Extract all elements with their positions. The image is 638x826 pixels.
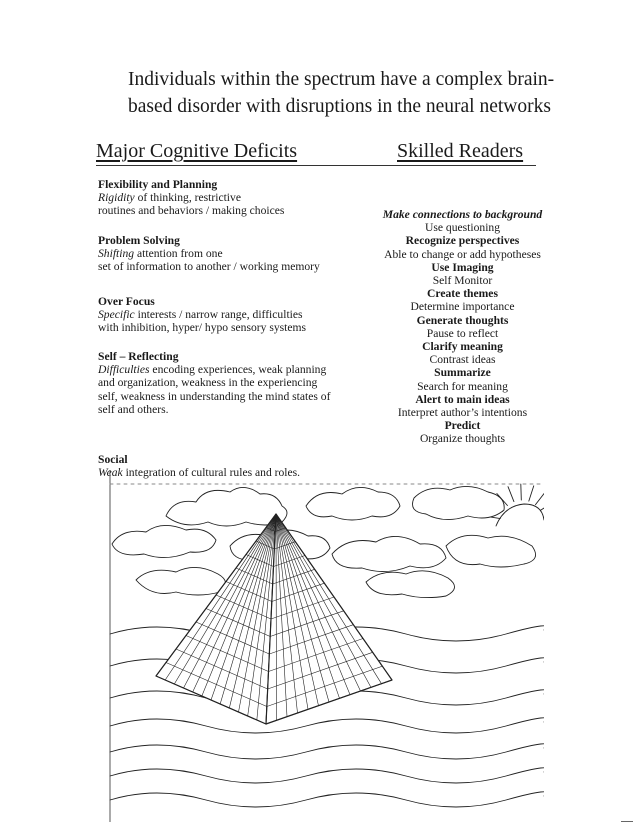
deficit-heading: Self – Reflecting — [98, 350, 179, 363]
deficit-line: of thinking, restrictive — [134, 191, 241, 205]
skill-item: Search for meaning — [417, 379, 508, 393]
sun-ray — [535, 492, 544, 505]
skill-item: Interpret author’s intentions — [397, 406, 528, 420]
skill-item: Recognize perspectives — [405, 234, 520, 248]
skill-item: Create themes — [427, 287, 498, 301]
skill-item: Able to change or add hypotheses — [384, 247, 541, 261]
skill-item: Clarify meaning — [422, 340, 503, 354]
page-edge-mark — [621, 821, 633, 822]
deficit-self-reflecting — [98, 350, 330, 416]
deficit-line: self and others. — [98, 402, 169, 416]
skill-item: Use questioning — [424, 221, 501, 235]
skills-column — [360, 208, 565, 446]
deficit-lead: Shifting — [98, 247, 135, 261]
deficit-text — [98, 308, 306, 321]
pyramid-illustration — [96, 470, 544, 822]
deficit-line: routines and behaviors / making choices — [98, 204, 285, 218]
deficit-flexibility — [98, 178, 284, 218]
sun-ray — [541, 502, 544, 511]
header-rule — [96, 165, 536, 166]
deficit-lead: Specific — [98, 308, 135, 322]
skill-item: Pause to reflect — [426, 326, 499, 340]
deficit-lead: Weak — [98, 466, 123, 480]
skill-item: Generate thoughts — [416, 313, 509, 327]
skill-item: Use Imaging — [431, 260, 494, 274]
deficit-line: and organization, weakness in the experiencing — [98, 376, 318, 390]
deficit-text — [98, 247, 320, 260]
skill-item: Alert to main ideas — [415, 392, 510, 406]
deficit-heading: Over Focus — [98, 295, 155, 308]
cloud-icon — [112, 486, 536, 597]
deficit-line: encoding experiences, weak planning — [149, 363, 327, 377]
deficit-lead: Difficulties — [98, 363, 150, 377]
skill-item: Organize thoughts — [419, 432, 506, 446]
deficit-line: integration of cultural rules and roles. — [122, 466, 301, 480]
deficit-text — [98, 191, 284, 204]
skilled-readers-header: Skilled Readers — [397, 140, 524, 162]
deficit-line: with inhibition, hyper/ hypo sensory systems — [98, 321, 307, 335]
skill-item: Predict — [444, 419, 481, 433]
deficit-line: self, weakness in understanding the mind states of — [98, 389, 331, 403]
title-line-2: based disorder with disruptions in the neural networks — [128, 96, 551, 117]
deficit-line: set of information to another / working memory — [98, 260, 320, 274]
deficit-line: interests / narrow range, difficulties — [134, 308, 303, 322]
deficit-heading: Flexibility and Planning — [98, 178, 218, 191]
deficit-over-focus — [98, 295, 306, 335]
deficit-lead: Rigidity — [98, 191, 135, 205]
skill-item: Determine importance — [410, 300, 515, 314]
sun-ray — [508, 487, 514, 502]
skill-item: Contrast ideas — [429, 353, 496, 367]
sun-ray — [529, 486, 534, 501]
deficit-problem-solving — [98, 234, 320, 274]
skill-item: Summarize — [434, 366, 491, 380]
skill-item: Self Monitor — [432, 274, 493, 288]
deficit-heading: Problem Solving — [98, 234, 180, 247]
deficit-text — [98, 363, 330, 376]
sun-ray — [521, 484, 522, 500]
title-line-1: Individuals within the spectrum have a complex brain- — [128, 69, 555, 90]
deficit-heading: Social — [98, 453, 128, 466]
deficit-line: attention from one — [134, 247, 223, 261]
page-title — [128, 66, 555, 120]
skill-item: Make connections to background — [382, 208, 543, 221]
deficits-header: Major Cognitive Deficits — [96, 140, 298, 162]
